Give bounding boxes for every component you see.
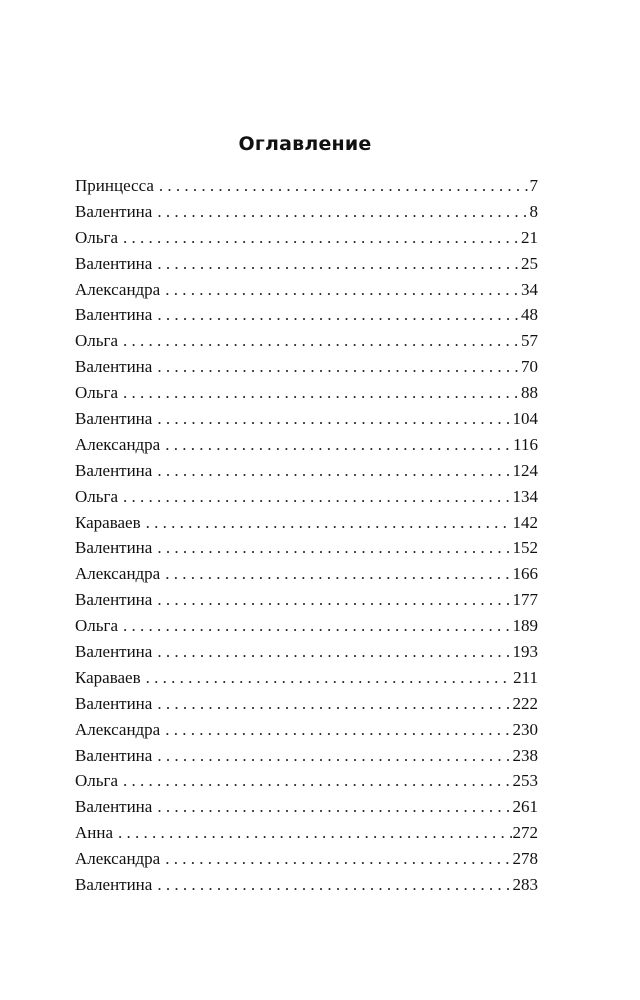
dot-leader	[123, 613, 511, 639]
toc-entry-title: Караваев	[75, 667, 141, 687]
dot-leader	[157, 251, 520, 277]
toc-entry[interactable]	[75, 846, 538, 872]
toc-entry-title: Принцесса	[75, 176, 154, 195]
toc-entry-page-number: 189	[512, 616, 538, 636]
toc-entry-title: Валентина	[75, 201, 153, 221]
toc-entry[interactable]	[75, 587, 538, 613]
toc-entry[interactable]	[75, 717, 538, 743]
toc-entry-page-number: 253	[512, 771, 538, 791]
toc-entry-page-number: 238	[512, 745, 538, 765]
dot-leader	[157, 639, 511, 665]
toc-entry[interactable]	[75, 380, 538, 406]
dot-leader	[118, 820, 511, 846]
toc-entry[interactable]	[75, 768, 538, 794]
toc-entry-page-number: 222	[512, 693, 538, 713]
dot-leader	[157, 535, 511, 561]
toc-entry-page-number: 57	[521, 331, 538, 351]
toc-entry-title: Валентина	[75, 253, 153, 273]
toc-entry[interactable]	[75, 665, 538, 691]
toc-entry-title: Валентина	[75, 693, 153, 713]
dot-leader	[157, 302, 520, 328]
toc-entry-page-number: 104	[512, 409, 538, 429]
toc-entry[interactable]	[75, 432, 538, 458]
page-title: Оглавление	[238, 133, 372, 155]
toc-entry[interactable]	[75, 225, 538, 251]
toc-entry-title: Валентина	[75, 538, 153, 558]
toc-entry[interactable]	[75, 328, 538, 354]
dot-leader	[146, 665, 512, 691]
toc-entry-page-number: 177	[512, 590, 538, 610]
toc-entry-page-number: 261	[512, 797, 538, 817]
toc-entry-title: Ольга	[75, 331, 119, 351]
dot-leader	[165, 717, 511, 743]
toc-entry-title: Валентина	[75, 875, 153, 895]
toc-entry[interactable]	[75, 484, 538, 510]
toc-entry-page-number: 21	[521, 227, 538, 247]
toc-entry-page-number: 8	[529, 201, 538, 221]
dot-leader	[123, 380, 520, 406]
toc-entry-title: Валентина	[75, 460, 153, 480]
toc-entry-page-number: 34	[521, 279, 538, 299]
dot-leader	[165, 432, 512, 458]
toc-entry-title: Караваев	[75, 512, 141, 532]
toc-entry[interactable]	[75, 354, 538, 380]
toc-entry-title: Анна	[75, 823, 114, 843]
toc-entry[interactable]	[75, 277, 538, 303]
toc-entry-title: Валентина	[75, 642, 153, 662]
toc-entry[interactable]	[75, 639, 538, 665]
toc-entry-page-number: 134	[512, 486, 538, 506]
table-of-contents	[75, 173, 538, 898]
toc-entry-title: Александра	[75, 849, 161, 869]
toc-entry-page-number: 142	[512, 512, 538, 532]
toc-entry[interactable]	[75, 251, 538, 277]
toc-entry[interactable]	[75, 302, 538, 328]
dot-leader	[165, 277, 520, 303]
toc-entry-page-number: 116	[513, 434, 538, 454]
dot-leader	[123, 328, 520, 354]
toc-entry-page-number: 283	[512, 875, 538, 895]
toc-entry-title: Александра	[75, 719, 161, 739]
dot-leader	[157, 587, 511, 613]
toc-entry[interactable]	[75, 561, 538, 587]
dot-leader	[146, 510, 512, 536]
toc-entry[interactable]	[75, 872, 538, 898]
dot-leader	[123, 768, 511, 794]
dot-leader	[157, 354, 520, 380]
toc-entry-title: Валентина	[75, 305, 153, 325]
toc-entry[interactable]	[75, 173, 538, 199]
toc-entry-page-number: 278	[512, 849, 538, 869]
dot-leader	[165, 846, 511, 872]
toc-entry[interactable]	[75, 510, 538, 536]
toc-entry-title: Ольга	[75, 616, 119, 636]
toc-entry-title: Валентина	[75, 357, 153, 377]
toc-entry-page-number: 48	[521, 305, 538, 325]
toc-entry-title: Валентина	[75, 797, 153, 817]
toc-entry-title: Ольга	[75, 383, 119, 403]
toc-entry[interactable]	[75, 743, 538, 769]
toc-entry[interactable]	[75, 199, 538, 225]
toc-entry-page-number: 166	[512, 564, 538, 584]
toc-entry-title: Ольга	[75, 486, 119, 506]
toc-entry[interactable]	[75, 794, 538, 820]
toc-entry-page-number: 193	[512, 642, 538, 662]
toc-entry[interactable]	[75, 406, 538, 432]
dot-leader	[159, 173, 529, 199]
dot-leader	[123, 225, 520, 251]
toc-entry-page-number: 152	[512, 538, 538, 558]
dot-leader	[157, 743, 511, 769]
dot-leader	[123, 484, 511, 510]
dot-leader	[157, 794, 511, 820]
toc-entry-title: Александра	[75, 279, 161, 299]
toc-entry-page-number: 7	[529, 176, 538, 195]
toc-entry-title: Валентина	[75, 590, 153, 610]
toc-entry-page-number: 272	[512, 823, 538, 843]
dot-leader	[165, 561, 511, 587]
dot-leader	[157, 691, 511, 717]
toc-entry[interactable]	[75, 820, 538, 846]
toc-entry-title: Ольга	[75, 227, 119, 247]
toc-entry[interactable]	[75, 535, 538, 561]
dot-leader	[157, 458, 511, 484]
toc-entry-page-number: 70	[521, 357, 538, 377]
toc-entry[interactable]	[75, 458, 538, 484]
toc-entry[interactable]	[75, 613, 538, 639]
toc-entry-page-number: 88	[521, 383, 538, 403]
dot-leader	[157, 406, 511, 432]
toc-entry-title: Валентина	[75, 409, 153, 429]
toc-entry-page-number: 230	[512, 719, 538, 739]
toc-entry-title: Александра	[75, 564, 161, 584]
toc-entry[interactable]	[75, 691, 538, 717]
toc-entry-page-number: 25	[521, 253, 538, 273]
toc-entry-title: Александра	[75, 434, 161, 454]
toc-entry-page-number: 211	[513, 667, 538, 687]
toc-entry-title: Валентина	[75, 745, 153, 765]
dot-leader	[157, 199, 528, 225]
toc-entry-title: Ольга	[75, 771, 119, 791]
dot-leader	[157, 872, 511, 898]
toc-entry-page-number: 124	[512, 460, 538, 480]
